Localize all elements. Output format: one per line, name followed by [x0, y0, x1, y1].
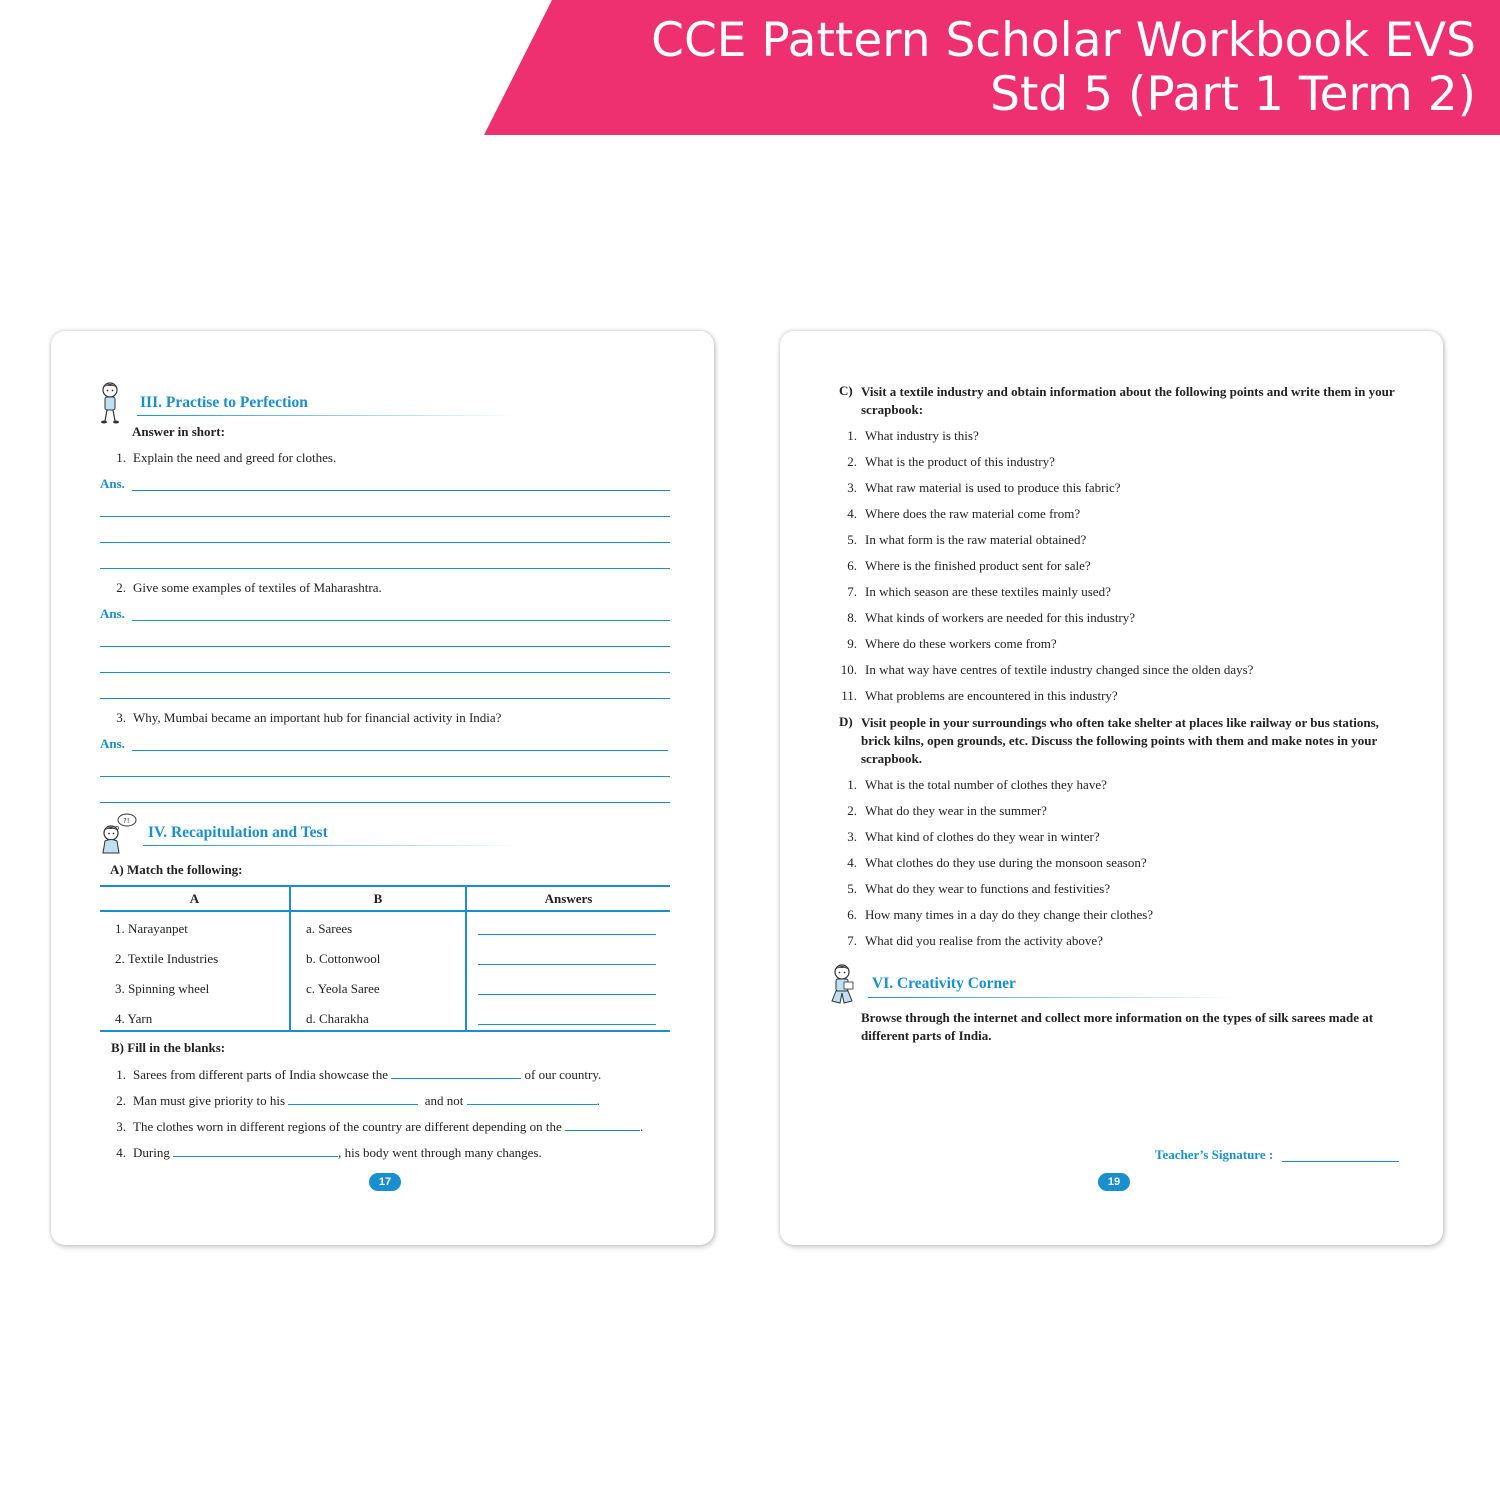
blank-text: . — [596, 1093, 600, 1108]
answer-line[interactable] — [100, 776, 670, 777]
blank-text: , his body went through many changes. — [338, 1145, 542, 1160]
list-item — [835, 636, 1057, 652]
list-item-number: 6. — [847, 558, 857, 573]
part-a-heading: A) Match the following: — [110, 862, 243, 877]
blank-text: Sarees from different parts of India showcase the — [133, 1067, 388, 1082]
table-column-divider — [465, 885, 467, 1032]
match-item-a: 3. Spinning wheel — [115, 981, 210, 996]
creativity-corner-text: Browse through the internet and collect more information on the types of silk sarees made at different parts of India. — [861, 1010, 1374, 1043]
section-title-underline — [143, 845, 523, 846]
match-item-b: d. Charakha — [306, 1011, 369, 1026]
table-header-border — [100, 910, 670, 912]
title-banner — [0, 0, 1500, 135]
section-title-creativity-corner: VI. Creativity Corner — [872, 975, 1016, 992]
list-item-number: 5. — [847, 532, 857, 547]
list-item — [835, 662, 1253, 678]
question-2 — [106, 580, 382, 596]
match-item-b: b. Cottonwool — [306, 951, 381, 966]
blank-number: 2. — [116, 1093, 126, 1108]
list-item-text: What raw material is used to produce this fabric? — [865, 480, 1121, 495]
answer-line[interactable] — [100, 698, 670, 699]
list-item-text: How many times in a day do they change their clothes? — [865, 907, 1154, 922]
answer-line[interactable] — [132, 490, 670, 491]
table-column-divider — [289, 885, 291, 1032]
list-item-number: 2. — [847, 454, 857, 469]
section-title-recapitulation-and-test: IV. Recapitulation and Test — [148, 824, 328, 841]
list-item-number: 11. — [841, 688, 857, 703]
svg-text:?!: ?! — [123, 817, 130, 825]
section-title-practise-to-perfection: III. Practise to Perfection — [140, 394, 308, 411]
list-item-number: 1. — [847, 777, 857, 792]
list-item — [835, 480, 1121, 496]
answer-line[interactable] — [100, 568, 670, 569]
blank-answer-line[interactable] — [565, 1118, 640, 1131]
section-title-underline — [868, 997, 1238, 998]
list-item-number: 8. — [847, 610, 857, 625]
answer-line[interactable] — [100, 802, 670, 803]
question-text: Explain the need and greed for clothes. — [133, 450, 337, 465]
list-item-text: What do they wear to functions and festivities? — [865, 881, 1111, 896]
table-bottom-border — [100, 1030, 670, 1032]
list-item-number: 5. — [847, 881, 857, 896]
teacher-signature-line[interactable] — [1282, 1161, 1399, 1162]
list-item-text: What clothes do they use during the monsoon season? — [865, 855, 1147, 870]
list-item-text: Where does the raw material come from? — [865, 506, 1081, 521]
blank-answer-line[interactable] — [173, 1144, 338, 1157]
list-item — [835, 829, 1100, 845]
boy-reading-mascot-icon — [828, 963, 858, 1007]
list-item — [835, 907, 1153, 923]
answer-line[interactable] — [132, 620, 670, 621]
list-item-number: 4. — [847, 855, 857, 870]
list-item — [835, 428, 979, 444]
list-item — [835, 777, 1107, 793]
fill-blank-4 — [106, 1144, 542, 1161]
list-item — [835, 610, 1135, 626]
list-item-text: In what way have centres of textile industry changed since the olden days? — [865, 662, 1254, 677]
boy-mascot-icon — [97, 381, 123, 425]
match-item-b: c. Yeola Saree — [306, 981, 380, 996]
list-item-text: What is the total number of clothes they have? — [865, 777, 1107, 792]
blank-answer-line[interactable] — [391, 1066, 521, 1079]
list-item — [835, 584, 1111, 600]
part-b-heading: B) Fill in the blanks: — [111, 1040, 226, 1055]
question-text: Give some examples of textiles of Maharashtra. — [133, 580, 382, 595]
list-item-number: 3. — [847, 829, 857, 844]
list-item-number: 2. — [847, 803, 857, 818]
list-item-text: What is the product of this industry? — [865, 454, 1055, 469]
list-item — [835, 688, 1118, 704]
answer-line[interactable] — [100, 646, 670, 647]
workbook-page-17 — [51, 331, 714, 1245]
match-answer-line[interactable] — [478, 934, 656, 935]
table-top-border — [100, 885, 670, 887]
list-item-text: What do they wear in the summer? — [865, 803, 1047, 818]
match-item-a: 2. Textile Industries — [115, 951, 219, 966]
column-header-answers: Answers — [544, 891, 593, 906]
match-answer-line[interactable] — [478, 994, 656, 995]
workbook-page-19 — [780, 331, 1443, 1245]
column-header-b: B — [373, 891, 383, 906]
answer-line[interactable] — [100, 516, 670, 517]
question-number: 2. — [116, 580, 126, 595]
match-item-a: 1. Narayanpet — [115, 921, 188, 936]
question-text: Why, Mumbai became an important hub for financial activity in India? — [133, 710, 502, 725]
list-item — [835, 454, 1055, 470]
ans-label: Ans. — [100, 476, 125, 491]
section-title-underline — [137, 415, 517, 416]
ans-label: Ans. — [100, 736, 125, 751]
list-item — [835, 506, 1080, 522]
list-item-number: 6. — [847, 907, 857, 922]
question-number: 3. — [116, 710, 126, 725]
list-item-number: 10. — [840, 662, 857, 677]
blank-answer-line[interactable] — [467, 1092, 597, 1105]
teacher-signature-label: Teacher’s Signature : — [1155, 1147, 1274, 1162]
list-item — [835, 855, 1147, 871]
blank-text: . — [640, 1119, 644, 1134]
blank-number: 3. — [116, 1119, 126, 1134]
list-item-text: What kind of clothes do they wear in winter? — [865, 829, 1100, 844]
list-item-text: What did you realise from the activity above? — [865, 933, 1103, 948]
banner-title — [651, 14, 1476, 122]
ans-label: Ans. — [100, 606, 125, 621]
blank-number: 1. — [116, 1067, 126, 1082]
column-header-a: A — [189, 891, 200, 906]
list-item-text: In what form is the raw material obtained? — [865, 532, 1087, 547]
list-item — [835, 933, 1103, 949]
match-item-b: a. Sarees — [306, 921, 353, 936]
question-3 — [106, 710, 501, 726]
instruction-answer-in-short: Answer in short: — [132, 424, 225, 439]
question-1 — [106, 450, 336, 466]
banner-title-line2: Std 5 (Part 1 Term 2) — [990, 67, 1476, 122]
list-item-text: What industry is this? — [865, 428, 979, 443]
match-answer-line[interactable] — [478, 964, 656, 965]
list-item-text: What kinds of workers are needed for this industry? — [865, 610, 1136, 625]
answer-line[interactable] — [100, 542, 670, 543]
list-item — [835, 532, 1086, 548]
fill-blank-3 — [106, 1118, 643, 1135]
list-item — [835, 881, 1110, 897]
list-item-number: 4. — [847, 506, 857, 521]
list-item-text: What problems are encountered in this industry? — [865, 688, 1118, 703]
fill-blank-1 — [106, 1066, 601, 1083]
section-c-label: C) — [839, 383, 853, 398]
list-item — [835, 558, 1091, 574]
list-item-number: 1. — [847, 428, 857, 443]
list-item-number: 7. — [847, 933, 857, 948]
list-item-text: In which season are these textiles mainly used? — [865, 584, 1111, 599]
page-number: 17 — [369, 1173, 401, 1191]
answer-line[interactable] — [132, 750, 668, 751]
blank-text: of our country. — [524, 1067, 602, 1082]
thinking-boy-mascot-icon — [99, 813, 139, 855]
blank-text: and not — [424, 1093, 464, 1108]
list-item — [835, 803, 1047, 819]
list-item-number: 3. — [847, 480, 857, 495]
blank-text: The clothes worn in different regions of the country are different depending on the — [133, 1119, 562, 1134]
section-d-label: D) — [839, 714, 853, 729]
blank-number: 4. — [116, 1145, 126, 1160]
answer-line[interactable] — [100, 672, 670, 673]
page-number: 19 — [1098, 1173, 1130, 1191]
blank-text: Man must give priority to his — [133, 1093, 286, 1108]
question-number: 1. — [116, 450, 126, 465]
match-answer-line[interactable] — [478, 1024, 656, 1025]
blank-text: During — [133, 1145, 170, 1160]
fill-blank-2 — [106, 1092, 600, 1109]
section-c-heading: Visit a textile industry and obtain information about the following points and write them in your scrapbook: — [861, 384, 1395, 417]
list-item-number: 7. — [847, 584, 857, 599]
blank-answer-line[interactable] — [288, 1092, 418, 1105]
list-item-text: Where do these workers come from? — [865, 636, 1057, 651]
list-item-number: 9. — [847, 636, 857, 651]
section-d-heading: Visit people in your surroundings who often take shelter at places like railway or bus stations, brick kilns, open grounds, etc. Discuss the following points with them and make notes in your scrapbook. — [861, 715, 1379, 766]
list-item-text: Where is the finished product sent for sale? — [865, 558, 1091, 573]
banner-title-line1: CCE Pattern Scholar Workbook EVS — [651, 13, 1476, 68]
match-item-a: 4. Yarn — [115, 1011, 153, 1026]
